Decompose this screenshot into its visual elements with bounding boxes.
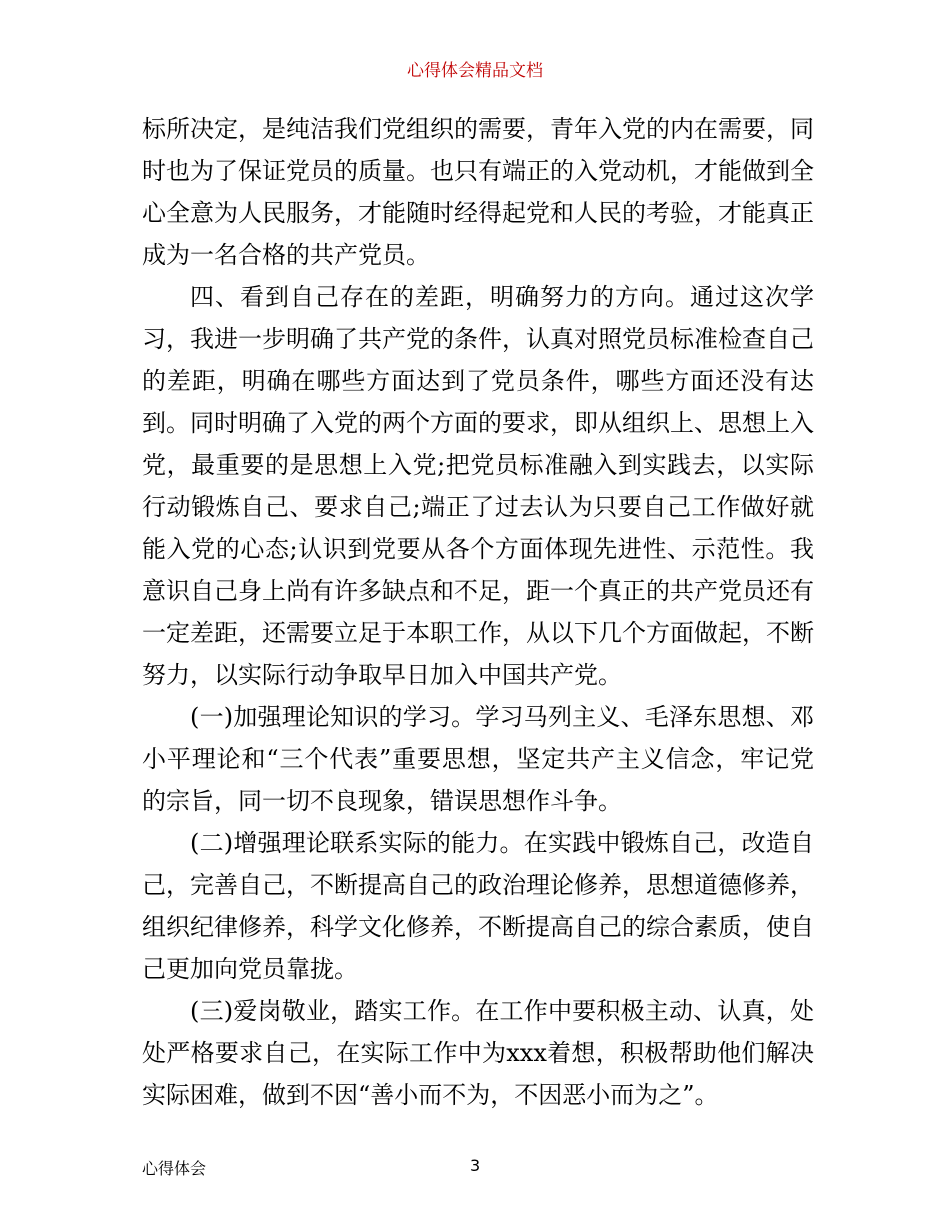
paragraph-section-four: 四、看到自己存在的差距，明确努力的方向。通过这次学习，我进一步明确了共产党的条件，认真对照党员标准检查自己的差距，明确在哪些方面达到了党员条件，哪些方面还没有达到。同时明确了入党的两个方面的要求，即从组织上、思想上入党，最重要的是思想上入党;把党员标准融入到实践去，以实际行动锻炼自己、要求自己;端正了过去认为只要自己工作做好就能入党的心态;认识到党要从各个方面体现先进性、示范性。我意识自己身上尚有许多缺点和不足，距一个真正的共产党员还有一定差距，还需要立足于本职工作，从以下几个方面做起，不断努力，以实际行动争取早日加入中国共产党。 (142, 283, 814, 689)
page-header-title: 心得体会精品文档 (407, 61, 543, 81)
document-body (142, 108, 814, 1116)
footer-label: 心得体会 (142, 1159, 207, 1178)
paragraph-item-one: (一)加强理论知识的学习。学习马列主义、毛泽东思想、邓小平理论和“三个代表”重要思想，坚定共产主义信念，牢记党的宗旨，同一切不良现象，错误思想作斗争。 (142, 703, 814, 815)
page-number: 3 (470, 1156, 481, 1175)
paragraph-continuation: 标所决定，是纯洁我们党组织的需要，青年入党的内在需要，同时也为了保证党员的质量。也只有端正的入党动机，才能做到全心全意为人民服务，才能随时经得起党和人民的考验，才能真正成为一名合格的共产党员。 (142, 115, 814, 269)
paragraph-item-three: (三)爱岗敬业，踏实工作。在工作中要积极主动、认真，处处严格要求自己，在实际工作中为xxx着想，积极帮助他们解决实际困难，做到不因“善小而不为，不因恶小而为之”。 (142, 997, 814, 1109)
paragraph-item-two: (二)增强理论联系实际的能力。在实践中锻炼自己，改造自己，完善自己，不断提高自己的政治理论修养，思想道德修养，组织纪律修养，科学文化修养，不断提高自己的综合素质，使自己更加向党员靠拢。 (142, 829, 814, 983)
